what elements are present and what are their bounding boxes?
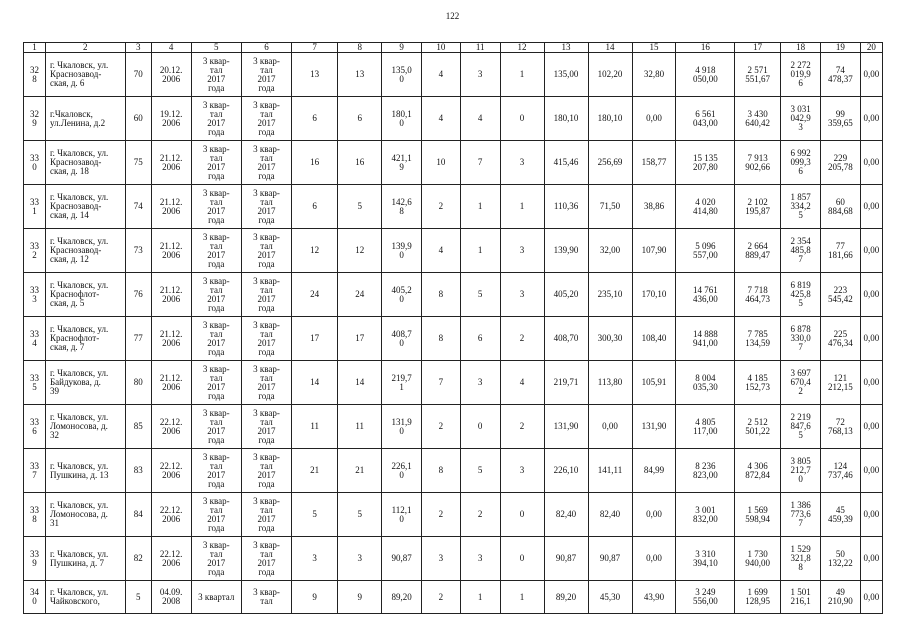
table-cell: 60	[125, 97, 151, 141]
table-cell: 1	[460, 581, 500, 614]
table-cell: 2	[422, 581, 461, 614]
table-cell: 85	[125, 405, 151, 449]
table-cell: 21.12. 2006	[151, 273, 191, 317]
table-cell: 2 102 195,87	[735, 185, 781, 229]
table-cell: 4 306 872,84	[735, 449, 781, 493]
table-cell: 99 359,65	[821, 97, 861, 141]
table-cell: 32 8	[24, 53, 46, 97]
table-cell: 3 квар- тал 2017 года	[191, 97, 241, 141]
table-cell: 3	[422, 537, 461, 581]
table-cell: 3	[500, 229, 544, 273]
table-cell: 75	[125, 141, 151, 185]
table-cell: 0,00	[632, 493, 676, 537]
table-cell: 33 0	[24, 141, 46, 185]
table-cell: 4 020 414,80	[676, 185, 735, 229]
table-cell: 108,40	[632, 317, 676, 361]
table-cell: 3 квар- тал 2017 года	[241, 493, 291, 537]
table-cell: 225 476,34	[821, 317, 861, 361]
table-cell: 22.12. 2006	[151, 405, 191, 449]
table-cell: 2 219 847,6 5	[781, 405, 821, 449]
table-cell: 0,00	[860, 581, 882, 614]
table-cell: 421,1 9	[382, 141, 422, 185]
table-cell: 8	[422, 317, 461, 361]
table-row	[24, 317, 883, 361]
table-row	[24, 537, 883, 581]
table-row	[24, 273, 883, 317]
table-cell: 8	[422, 449, 461, 493]
table-cell: 3 квар- тал 2017 года	[241, 537, 291, 581]
table-cell: 12	[292, 229, 338, 273]
table-cell: 0,00	[860, 273, 882, 317]
table-cell: 121 212,15	[821, 361, 861, 405]
column-header: 9	[382, 43, 422, 53]
table-cell: 33 5	[24, 361, 46, 405]
table-cell: 0,00	[632, 97, 676, 141]
table-cell: 0,00	[860, 449, 882, 493]
table-row	[24, 449, 883, 493]
table-cell: 3 249 556,00	[676, 581, 735, 614]
table-cell: 77	[125, 317, 151, 361]
table-cell: 6 561 043,00	[676, 97, 735, 141]
table-cell: 83	[125, 449, 151, 493]
table-cell: 3 квар- тал 2017 года	[191, 53, 241, 97]
table-cell: 0	[460, 405, 500, 449]
table-cell: 4	[422, 97, 461, 141]
table-cell: 7 785 134,59	[735, 317, 781, 361]
table-cell: 135,00	[544, 53, 588, 97]
table-cell: 0,00	[860, 405, 882, 449]
column-header: 3	[125, 43, 151, 53]
column-header: 17	[735, 43, 781, 53]
table-cell: 131,9 0	[382, 405, 422, 449]
table-header-row	[24, 43, 883, 53]
table-cell: 3 квар- тал 2017 года	[191, 493, 241, 537]
table-cell: 3 квар- тал 2017 года	[191, 317, 241, 361]
data-table	[23, 42, 883, 614]
table-cell: 3 квар- тал 2017 года	[241, 185, 291, 229]
table-cell: 14 888 941,00	[676, 317, 735, 361]
table-cell: 2	[500, 317, 544, 361]
table-cell: 0,00	[860, 229, 882, 273]
table-cell: 17	[292, 317, 338, 361]
column-header: 7	[292, 43, 338, 53]
table-row	[24, 141, 883, 185]
table-cell: 76	[125, 273, 151, 317]
table-cell: 8 004 035,30	[676, 361, 735, 405]
table-cell: 14 761 436,00	[676, 273, 735, 317]
table-cell: 12	[338, 229, 382, 273]
address-cell: г. Чкаловск, ул. Байдукова, д. 39	[45, 361, 125, 405]
table-cell: 300,30	[588, 317, 632, 361]
column-header: 1	[24, 43, 46, 53]
table-cell: 0,00	[860, 493, 882, 537]
table-cell: 04.09. 2008	[151, 581, 191, 614]
table-cell: 32,00	[588, 229, 632, 273]
table-cell: 22.12. 2006	[151, 537, 191, 581]
table-cell: 13	[292, 53, 338, 97]
table-cell: 3	[500, 141, 544, 185]
table-cell: 107,90	[632, 229, 676, 273]
table-cell: 3 805 212,7 0	[781, 449, 821, 493]
table-cell: 226,1 0	[382, 449, 422, 493]
address-cell: г. Чкаловск, ул. Краснофлот- ская, д. 7	[45, 317, 125, 361]
column-header: 2	[45, 43, 125, 53]
table-cell: 45 459,39	[821, 493, 861, 537]
table-cell: 6	[460, 317, 500, 361]
table-cell: 3 квар- тал	[241, 581, 291, 614]
table-cell: 0,00	[860, 53, 882, 97]
table-cell: 90,87	[588, 537, 632, 581]
table-cell: 0,00	[860, 361, 882, 405]
table-cell: 0,00	[860, 141, 882, 185]
table-cell: 3 квар- тал 2017 года	[191, 141, 241, 185]
table-cell: 2	[500, 405, 544, 449]
table-cell: 7	[460, 141, 500, 185]
table-cell: 131,90	[632, 405, 676, 449]
table-row	[24, 493, 883, 537]
table-cell: 0,00	[632, 537, 676, 581]
table-cell: 10	[422, 141, 461, 185]
table-cell: 1 730 940,00	[735, 537, 781, 581]
table-cell: 7	[422, 361, 461, 405]
table-cell: 4 185 152,73	[735, 361, 781, 405]
table-row	[24, 361, 883, 405]
table-cell: 89,20	[382, 581, 422, 614]
table-cell: 24	[338, 273, 382, 317]
address-cell: г. Чкаловск, ул. Краснозавод- ская, д. 18	[45, 141, 125, 185]
table-cell: 11	[338, 405, 382, 449]
table-cell: 3 квар- тал 2017 года	[191, 405, 241, 449]
address-cell: г. Чкаловск, ул. Чайковского,	[45, 581, 125, 614]
table-cell: 24	[292, 273, 338, 317]
table-cell: 229 205,78	[821, 141, 861, 185]
column-header: 4	[151, 43, 191, 53]
table-cell: 7 718 464,73	[735, 273, 781, 317]
table-cell: 33 4	[24, 317, 46, 361]
table-cell: 1	[500, 185, 544, 229]
address-cell: г. Чкаловск, ул. Ломоносова, д. 32	[45, 405, 125, 449]
table-cell: 33 3	[24, 273, 46, 317]
table-cell: 102,20	[588, 53, 632, 97]
table-cell: 5	[338, 185, 382, 229]
table-cell: 170,10	[632, 273, 676, 317]
table-cell: 3 квар- тал 2017 года	[191, 273, 241, 317]
table-cell: 60 884,68	[821, 185, 861, 229]
table-cell: 3 031 042,9 3	[781, 97, 821, 141]
column-header: 8	[338, 43, 382, 53]
table-cell: 4	[422, 53, 461, 97]
table-cell: 16	[292, 141, 338, 185]
table-cell: 90,87	[382, 537, 422, 581]
table-cell: 80	[125, 361, 151, 405]
table-cell: 1	[460, 229, 500, 273]
table-cell: 3	[292, 537, 338, 581]
table-cell: 2 571 551,67	[735, 53, 781, 97]
table-cell: 2 664 889,47	[735, 229, 781, 273]
table-cell: 180,10	[544, 97, 588, 141]
table-cell: 32,80	[632, 53, 676, 97]
table-cell: 1	[500, 53, 544, 97]
table-row	[24, 581, 883, 614]
column-header: 11	[460, 43, 500, 53]
table-cell: 2	[460, 493, 500, 537]
table-cell: 113,80	[588, 361, 632, 405]
table-cell: 21.12. 2006	[151, 141, 191, 185]
table-cell: 84	[125, 493, 151, 537]
table-cell: 5	[338, 493, 382, 537]
table-cell: 21.12. 2006	[151, 317, 191, 361]
table-cell: 124 737,46	[821, 449, 861, 493]
table-cell: 33 9	[24, 537, 46, 581]
table-cell: 112,1 0	[382, 493, 422, 537]
table-cell: 33 1	[24, 185, 46, 229]
table-cell: 105,91	[632, 361, 676, 405]
table-cell: 5	[292, 493, 338, 537]
table-cell: 141,11	[588, 449, 632, 493]
table-cell: 82	[125, 537, 151, 581]
page-number: 122	[445, 11, 460, 21]
table-cell: 3 430 640,42	[735, 97, 781, 141]
table-cell: 4	[460, 97, 500, 141]
table-cell: 5	[125, 581, 151, 614]
table-cell: 2 354 485,8 7	[781, 229, 821, 273]
table-cell: 84,99	[632, 449, 676, 493]
table-cell: 1 501 216,1	[781, 581, 821, 614]
table-cell: 33 2	[24, 229, 46, 273]
table-cell: 3	[338, 537, 382, 581]
table-cell: 8 236 823,00	[676, 449, 735, 493]
table-cell: 70	[125, 53, 151, 97]
table-cell: 5 096 557,00	[676, 229, 735, 273]
table-cell: 6 819 425,8 5	[781, 273, 821, 317]
table-cell: 3 квар- тал 2017 года	[241, 317, 291, 361]
table-row	[24, 405, 883, 449]
table-cell: 45,30	[588, 581, 632, 614]
table-cell: 2	[422, 405, 461, 449]
table-cell: 405,2 0	[382, 273, 422, 317]
table-cell: 17	[338, 317, 382, 361]
table-cell: 71,50	[588, 185, 632, 229]
table-cell: 6 878 330,0 7	[781, 317, 821, 361]
table-cell: 1 386 773,6 7	[781, 493, 821, 537]
table-cell: 22.12. 2006	[151, 493, 191, 537]
column-header: 20	[860, 43, 882, 53]
column-header: 19	[821, 43, 861, 53]
table-cell: 2 512 501,22	[735, 405, 781, 449]
table-cell: 3	[460, 53, 500, 97]
table-cell: 3 квар- тал 2017 года	[241, 141, 291, 185]
table-cell: 4	[500, 361, 544, 405]
table-cell: 50 132,22	[821, 537, 861, 581]
table-cell: 7 913 902,66	[735, 141, 781, 185]
address-cell: г. Чкаловск, ул. Краснофлот- ская, д. 5	[45, 273, 125, 317]
table-cell: 3 квар- тал 2017 года	[191, 185, 241, 229]
table-cell: 16	[338, 141, 382, 185]
table-cell: 256,69	[588, 141, 632, 185]
table-cell: 142,6 8	[382, 185, 422, 229]
table-cell: 4 918 050,00	[676, 53, 735, 97]
table-cell: 32 9	[24, 97, 46, 141]
table-cell: 3 квар- тал 2017 года	[191, 537, 241, 581]
table-cell: 0,00	[860, 317, 882, 361]
table-cell: 21.12. 2006	[151, 185, 191, 229]
table-cell: 3 квар- тал 2017 года	[241, 361, 291, 405]
table-cell: 1	[460, 185, 500, 229]
column-header: 14	[588, 43, 632, 53]
table-row	[24, 53, 883, 97]
column-header: 10	[422, 43, 461, 53]
table-cell: 0	[500, 537, 544, 581]
table-cell: 3	[500, 273, 544, 317]
column-header: 12	[500, 43, 544, 53]
table-cell: 15 135 207,80	[676, 141, 735, 185]
table-cell: 3	[500, 449, 544, 493]
table-cell: 77 181,66	[821, 229, 861, 273]
table-cell: 1 699 128,95	[735, 581, 781, 614]
table-cell: 33 8	[24, 493, 46, 537]
table-cell: 3 квар- тал 2017 года	[191, 449, 241, 493]
table-cell: 3 квар- тал 2017 года	[191, 229, 241, 273]
address-cell: г.Чкаловск, ул.Ленина, д.2	[45, 97, 125, 141]
column-header: 18	[781, 43, 821, 53]
table-cell: 139,90	[544, 229, 588, 273]
table-cell: 3 001 832,00	[676, 493, 735, 537]
table-cell: 21.12. 2006	[151, 229, 191, 273]
table-cell: 3	[460, 537, 500, 581]
table-cell: 0	[500, 97, 544, 141]
table-cell: 3	[460, 361, 500, 405]
table-cell: 3 697 670,4 2	[781, 361, 821, 405]
table-cell: 3 квар- тал 2017 года	[241, 405, 291, 449]
table-cell: 9	[338, 581, 382, 614]
table-cell: 74 478,37	[821, 53, 861, 97]
table-cell: 226,10	[544, 449, 588, 493]
table-cell: 405,20	[544, 273, 588, 317]
table-cell: 73	[125, 229, 151, 273]
table-cell: 21.12. 2006	[151, 361, 191, 405]
table-row	[24, 229, 883, 273]
table-cell: 74	[125, 185, 151, 229]
table-cell: 9	[292, 581, 338, 614]
table-cell: 1	[500, 581, 544, 614]
column-header: 16	[676, 43, 735, 53]
table-cell: 1 857 334,2 5	[781, 185, 821, 229]
table-row	[24, 97, 883, 141]
table-cell: 6 992 099,3 6	[781, 141, 821, 185]
table-cell: 22.12. 2006	[151, 449, 191, 493]
column-header: 15	[632, 43, 676, 53]
table-cell: 8	[422, 273, 461, 317]
address-cell: г. Чкаловск, ул. Краснозавод- ская, д. 6	[45, 53, 125, 97]
table-cell: 4 805 117,00	[676, 405, 735, 449]
table-cell: 139,9 0	[382, 229, 422, 273]
table-cell: 223 545,42	[821, 273, 861, 317]
table-cell: 131,90	[544, 405, 588, 449]
table-cell: 3 310 394,10	[676, 537, 735, 581]
table-cell: 0	[500, 493, 544, 537]
table-cell: 11	[292, 405, 338, 449]
table-cell: 0,00	[860, 537, 882, 581]
table-cell: 180,10	[588, 97, 632, 141]
address-cell: г. Чкаловск, ул. Пушкина, д. 7	[45, 537, 125, 581]
table-cell: 135,0 0	[382, 53, 422, 97]
table-cell: 33 7	[24, 449, 46, 493]
table-cell: 6	[292, 97, 338, 141]
table-cell: 3 квар- тал 2017 года	[241, 97, 291, 141]
table-cell: 2	[422, 185, 461, 229]
table-cell: 408,7 0	[382, 317, 422, 361]
table-cell: 90,87	[544, 537, 588, 581]
table-cell: 89,20	[544, 581, 588, 614]
table-cell: 219,7 1	[382, 361, 422, 405]
address-cell: г. Чкаловск, ул. Ломоносова, д. 31	[45, 493, 125, 537]
table-cell: 20.12. 2006	[151, 53, 191, 97]
table-cell: 2	[422, 493, 461, 537]
address-cell: г. Чкаловск, ул. Пушкина, д. 13	[45, 449, 125, 493]
table-cell: 2 272 019,9 6	[781, 53, 821, 97]
table-cell: 0,00	[860, 97, 882, 141]
table-cell: 49 210,90	[821, 581, 861, 614]
table-cell: 3 квартал	[191, 581, 241, 614]
table-cell: 5	[460, 449, 500, 493]
column-header: 5	[191, 43, 241, 53]
table-cell: 180,1 0	[382, 97, 422, 141]
table-cell: 4	[422, 229, 461, 273]
table-cell: 408,70	[544, 317, 588, 361]
table-cell: 21	[292, 449, 338, 493]
column-header: 13	[544, 43, 588, 53]
table-cell: 5	[460, 273, 500, 317]
table-cell: 6	[338, 97, 382, 141]
table-cell: 3 квар- тал 2017 года	[241, 273, 291, 317]
table-cell: 3 квар- тал 2017 года	[241, 449, 291, 493]
table-cell: 82,40	[588, 493, 632, 537]
table-cell: 1 569 598,94	[735, 493, 781, 537]
table-cell: 0,00	[588, 405, 632, 449]
table-cell: 1 529 321,8 8	[781, 537, 821, 581]
table-cell: 38,86	[632, 185, 676, 229]
table-cell: 82,40	[544, 493, 588, 537]
table-cell: 21	[338, 449, 382, 493]
address-cell: г. Чкаловск, ул. Краснозавод- ская, д. 14	[45, 185, 125, 229]
address-cell: г. Чкаловск, ул. Краснозавод- ская, д. 12	[45, 229, 125, 273]
table-cell: 13	[338, 53, 382, 97]
table-cell: 14	[292, 361, 338, 405]
table-row	[24, 185, 883, 229]
table-cell: 19.12. 2006	[151, 97, 191, 141]
table-cell: 235,10	[588, 273, 632, 317]
table-cell: 6	[292, 185, 338, 229]
column-header: 6	[241, 43, 291, 53]
table-cell: 415,46	[544, 141, 588, 185]
table-cell: 43,90	[632, 581, 676, 614]
table-cell: 158,77	[632, 141, 676, 185]
table-cell: 219,71	[544, 361, 588, 405]
table-cell: 3 квар- тал 2017 года	[191, 361, 241, 405]
table-cell: 33 6	[24, 405, 46, 449]
table-cell: 14	[338, 361, 382, 405]
table-cell: 72 768,13	[821, 405, 861, 449]
table-cell: 3 квар- тал 2017 года	[241, 53, 291, 97]
table-cell: 110,36	[544, 185, 588, 229]
table-cell: 3 квар- тал 2017 года	[241, 229, 291, 273]
table-cell: 0,00	[860, 185, 882, 229]
table-cell: 34 0	[24, 581, 46, 614]
